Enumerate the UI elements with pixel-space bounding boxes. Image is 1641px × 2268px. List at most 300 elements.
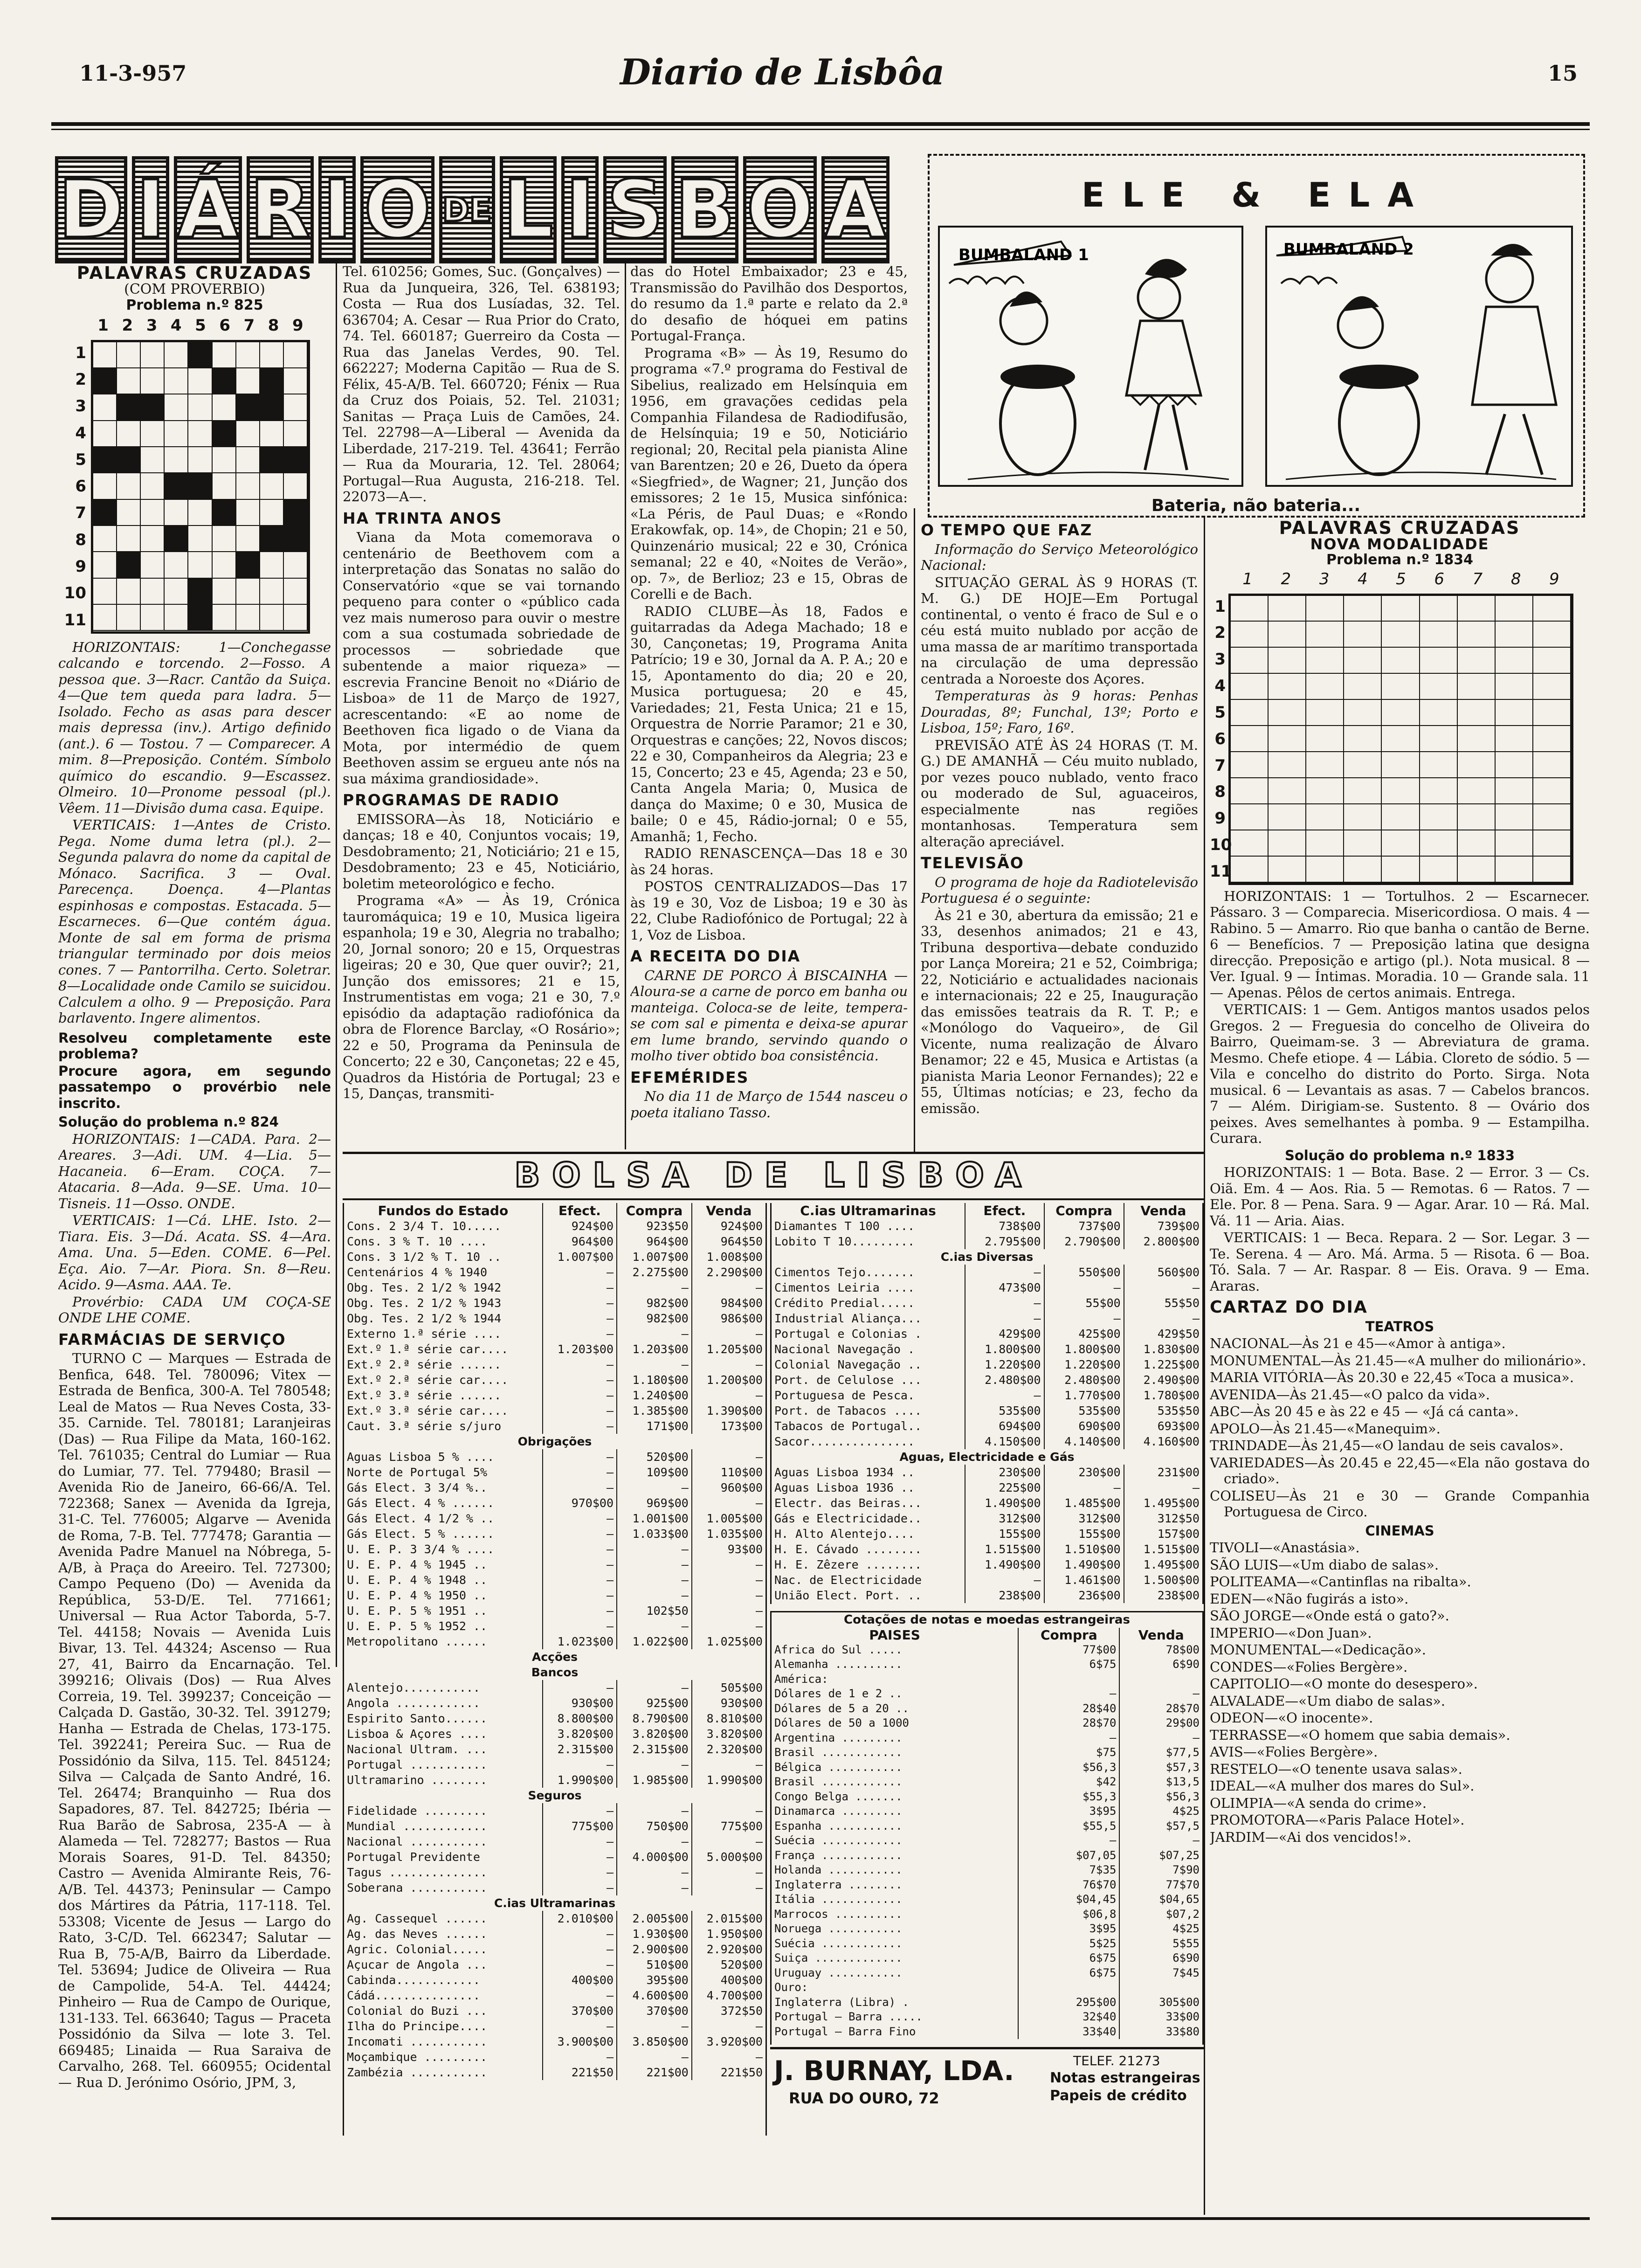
table-cell: —: [543, 1849, 617, 1865]
crossword-cell[interactable]: [1231, 648, 1269, 674]
crossword-cell[interactable]: [1306, 804, 1344, 830]
crossword-cell[interactable]: [1420, 596, 1458, 622]
crossword-cell[interactable]: [1269, 830, 1306, 857]
crossword-cell[interactable]: [1344, 726, 1382, 752]
crossword-cell[interactable]: [1533, 804, 1571, 830]
crossword-cell[interactable]: [1269, 648, 1306, 674]
crossword-cell[interactable]: [213, 421, 236, 447]
crossword-cell[interactable]: [1344, 752, 1382, 778]
crossword-cell[interactable]: [1458, 622, 1496, 648]
table-header: Compra: [1018, 1628, 1119, 1643]
crossword-cell[interactable]: [165, 473, 188, 499]
crossword-cell[interactable]: [213, 605, 236, 631]
table-cell: 923$50: [617, 1218, 692, 1234]
table-cell: Gás Elect. 4 1/2 % ..: [347, 1512, 495, 1525]
crossword-cell[interactable]: [1306, 857, 1344, 883]
crossword-cell[interactable]: [260, 368, 284, 394]
crossword-cell[interactable]: [188, 368, 212, 394]
table-cell: 930$00: [692, 1695, 765, 1711]
crossword-cell[interactable]: [236, 605, 260, 631]
crossword-cell[interactable]: [284, 579, 308, 605]
crossword-cell[interactable]: [1231, 778, 1269, 804]
crossword-cell[interactable]: [1344, 700, 1382, 726]
crossword-cell[interactable]: [188, 394, 212, 421]
crossword-cell[interactable]: [1269, 857, 1306, 883]
notas-table-wrap: [770, 1611, 1204, 2045]
crossword-cell[interactable]: [188, 552, 212, 578]
crossword-cell[interactable]: [213, 394, 236, 421]
crossword-cell[interactable]: [1344, 778, 1382, 804]
table-cell: 33$00: [1119, 2010, 1202, 2025]
crossword-cell[interactable]: [236, 500, 260, 526]
crossword-cell[interactable]: [236, 421, 260, 447]
crossword-cell[interactable]: [93, 447, 117, 473]
crossword-cell[interactable]: [236, 394, 260, 421]
crossword-cell[interactable]: [1496, 857, 1533, 883]
crossword-825-grid[interactable]: [91, 340, 310, 634]
crossword-cell[interactable]: [93, 552, 117, 578]
table-cell: —: [692, 1495, 765, 1511]
crossword-cell[interactable]: [236, 552, 260, 578]
table-cell: 1.008$00: [692, 1249, 765, 1265]
crossword-cell[interactable]: [141, 473, 165, 499]
table-cell: $75: [1018, 1745, 1119, 1760]
crossword-cell[interactable]: [1496, 726, 1533, 752]
crossword-cell[interactable]: [1533, 857, 1571, 883]
crossword-cell[interactable]: [1458, 778, 1496, 804]
table-cell: 964$00: [617, 1234, 692, 1249]
crossword-cell[interactable]: [213, 500, 236, 526]
table-row: [344, 1418, 765, 1434]
crossword-825-subtitle: (COM PROVERBIO): [124, 281, 265, 297]
crossword-cell[interactable]: [236, 579, 260, 605]
column-rule: [336, 263, 337, 1667]
crossword-cell[interactable]: [1420, 622, 1458, 648]
crossword-cell[interactable]: [1231, 596, 1269, 622]
crossword-cell[interactable]: [93, 605, 117, 631]
table-cell: [1119, 1672, 1202, 1687]
crossword-cell[interactable]: [1496, 752, 1533, 778]
crossword-cell[interactable]: [1458, 596, 1496, 622]
crossword-cell[interactable]: [1306, 752, 1344, 778]
crossword-cell[interactable]: [260, 473, 284, 499]
crossword-cell[interactable]: [1382, 674, 1420, 700]
crossword-cell[interactable]: [141, 605, 165, 631]
crossword-cell[interactable]: [1382, 830, 1420, 857]
table-cell: Ag. das Neves ......: [347, 1927, 488, 1941]
crossword-cell[interactable]: [260, 447, 284, 473]
crossword-cell[interactable]: [117, 500, 141, 526]
table-row: [344, 1357, 765, 1372]
table-row: [772, 1218, 1202, 1234]
crossword-cell[interactable]: [93, 473, 117, 499]
crossword-cell[interactable]: [165, 342, 188, 368]
table-cell: U. E. P. 4 % 1950 ..: [347, 1589, 488, 1602]
crossword-cell[interactable]: [1420, 830, 1458, 857]
crossword-cell[interactable]: [1533, 830, 1571, 857]
crossword-cell[interactable]: [213, 552, 236, 578]
table-cell: —: [543, 1865, 617, 1880]
crossword-cell[interactable]: [1344, 804, 1382, 830]
crossword-cell[interactable]: [1269, 804, 1306, 830]
table-cell: $77,5: [1119, 1745, 1202, 1760]
table-cell: Ultramarino ........: [347, 1773, 488, 1787]
crossword-cell[interactable]: [1344, 622, 1382, 648]
crossword-cell[interactable]: [188, 500, 212, 526]
crossword-cell[interactable]: [236, 342, 260, 368]
crossword-cell[interactable]: [1533, 622, 1571, 648]
crossword-cell[interactable]: [1269, 674, 1306, 700]
crossword-cell[interactable]: [1231, 700, 1269, 726]
crossword-cell[interactable]: [141, 342, 165, 368]
crossword-cell[interactable]: [1420, 726, 1458, 752]
crossword-cell[interactable]: [1382, 648, 1420, 674]
crossword-cell[interactable]: [141, 394, 165, 421]
crossword-cell[interactable]: [188, 526, 212, 552]
ha-trinta-anos-title: HA TRINTA ANOS: [343, 509, 503, 527]
crossword-cell[interactable]: [213, 526, 236, 552]
crossword-cell[interactable]: [1269, 778, 1306, 804]
crossword-cell[interactable]: [284, 447, 308, 473]
banner-letter: D: [55, 156, 127, 263]
table-row: [344, 1742, 765, 1757]
crossword-cell[interactable]: [117, 579, 141, 605]
crossword-cell[interactable]: [1306, 596, 1344, 622]
crossword-cell[interactable]: [260, 342, 284, 368]
crossword-cell[interactable]: [284, 394, 308, 421]
table-cell: Alentejo...........: [347, 1681, 480, 1694]
crossword-cell[interactable]: [284, 368, 308, 394]
table-cell: 4.160$00: [1124, 1434, 1202, 1449]
table-header: Efect.: [543, 1203, 617, 1218]
crossword-cell[interactable]: [1306, 700, 1344, 726]
column-number: 7: [243, 316, 255, 335]
row-number: 5: [1214, 703, 1226, 722]
table-row: [344, 1295, 765, 1311]
crossword-cell[interactable]: [165, 552, 188, 578]
crossword-cell[interactable]: [1458, 648, 1496, 674]
crossword-cell[interactable]: [1496, 830, 1533, 857]
crossword-cell[interactable]: [1306, 726, 1344, 752]
crossword-cell[interactable]: [93, 394, 117, 421]
table-cell: —: [543, 1311, 617, 1326]
cartaz-entry: ALVALADE—«Um diabo de salas».: [1210, 1693, 1446, 1709]
column-rule: [914, 508, 915, 1152]
crossword-cell[interactable]: [165, 500, 188, 526]
table-cell: —: [617, 2049, 692, 2065]
table-cell: Agric. Colonial.....: [347, 1943, 488, 1956]
table-cell: 55$00: [1044, 1295, 1124, 1311]
crossword-cell[interactable]: [93, 342, 117, 368]
crossword-cell[interactable]: [1382, 778, 1420, 804]
crossword-cell[interactable]: [188, 473, 212, 499]
table-row: [344, 1249, 765, 1265]
crossword-1834-grid[interactable]: [1228, 594, 1573, 885]
crossword-cell[interactable]: [213, 579, 236, 605]
table-cell: 1.490$00: [1044, 1557, 1124, 1572]
crossword-cell[interactable]: [141, 579, 165, 605]
crossword-cell[interactable]: [93, 421, 117, 447]
table-cell: —: [543, 1372, 617, 1388]
crossword-cell[interactable]: [1533, 596, 1571, 622]
table-row: [344, 1465, 765, 1480]
table-row: [344, 1542, 765, 1557]
table-cell: $57,3: [1119, 1760, 1202, 1775]
crossword-cell[interactable]: [1306, 674, 1344, 700]
crossword-cell[interactable]: [236, 526, 260, 552]
crossword-cell[interactable]: [141, 552, 165, 578]
crossword-cell[interactable]: [284, 605, 308, 631]
cartaz-entry: NACIONAL—Às 21 e 45—«Amor à antiga».: [1210, 1335, 1506, 1351]
crossword-cell[interactable]: [236, 447, 260, 473]
crossword-cell[interactable]: [1344, 830, 1382, 857]
crossword-cell[interactable]: [117, 342, 141, 368]
cartaz-entry: ODEON—«O inocente».: [1210, 1710, 1373, 1726]
crossword-cell[interactable]: [213, 473, 236, 499]
bolsa-rule: [343, 1152, 1205, 1154]
crossword-cell[interactable]: [1533, 752, 1571, 778]
crossword-cell[interactable]: [1382, 622, 1420, 648]
crossword-cell[interactable]: [1420, 700, 1458, 726]
crossword-cell[interactable]: [260, 579, 284, 605]
table-cell: 4.150$00: [965, 1434, 1044, 1449]
table-cell: Ouro:: [774, 1981, 808, 1994]
crossword-cell[interactable]: [1420, 804, 1458, 830]
crossword-cell[interactable]: [1269, 622, 1306, 648]
crossword-cell[interactable]: [236, 473, 260, 499]
crossword-cell[interactable]: [260, 421, 284, 447]
crossword-cell[interactable]: [1306, 778, 1344, 804]
table-cell: 230$00: [1044, 1465, 1124, 1480]
crossword-cell[interactable]: [1306, 622, 1344, 648]
table-cell: —: [617, 1757, 692, 1772]
crossword-cell[interactable]: [165, 447, 188, 473]
crossword-cell[interactable]: [141, 447, 165, 473]
crossword-cell[interactable]: [1533, 674, 1571, 700]
table-cell: 1.005$00: [692, 1511, 765, 1526]
table-cell: 2.315$00: [617, 1742, 692, 1757]
crossword-cell[interactable]: [141, 526, 165, 552]
crossword-cell[interactable]: [93, 500, 117, 526]
table-cell: 2.010$00: [543, 1911, 617, 1926]
table-cell: América:: [774, 1672, 828, 1686]
table-cell: 737$00: [1044, 1218, 1124, 1234]
crossword-cell[interactable]: [1458, 857, 1496, 883]
crossword-cell[interactable]: [165, 605, 188, 631]
table-row: [344, 1972, 765, 1988]
solucao-1833-verticais: VERTICAIS: 1 — Beca. Repara. 2 — Sor. Legar. 3 — Te. Serena. 4 — Aro. Má. Arma. 5 — Risota. 6 — Boa. Tó. Sala. 7 — Ar. Raspar. 8 — Eis. Orava. 9 — Ema. Araras.: [1210, 1230, 1590, 1294]
column-number: 6: [1434, 569, 1445, 588]
crossword-cell[interactable]: [117, 526, 141, 552]
table-cell: 102$50: [617, 1603, 692, 1618]
crossword-cell[interactable]: [1533, 726, 1571, 752]
crossword-825-procure: Procure agora, em segundo passatempo o provérbio nele inscrito.: [58, 1063, 331, 1111]
crossword-cell[interactable]: [1269, 596, 1306, 622]
crossword-cell[interactable]: [1533, 648, 1571, 674]
column-number: 2: [122, 316, 133, 335]
crossword-cell[interactable]: [117, 447, 141, 473]
table-cell: 535$50: [1124, 1403, 1202, 1418]
crossword-cell[interactable]: [213, 368, 236, 394]
crossword-cell[interactable]: [188, 605, 212, 631]
crossword-cell[interactable]: [188, 447, 212, 473]
crossword-cell[interactable]: [260, 500, 284, 526]
crossword-cell[interactable]: [165, 421, 188, 447]
table-cell: 5$25: [1018, 1936, 1119, 1951]
crossword-cell[interactable]: [1344, 648, 1382, 674]
crossword-cell[interactable]: [117, 552, 141, 578]
table-cell: Colonial do Buzi ...: [347, 2004, 488, 2018]
crossword-cell[interactable]: [213, 447, 236, 473]
crossword-cell[interactable]: [1382, 700, 1420, 726]
crossword-cell[interactable]: [1420, 674, 1458, 700]
table-row: [344, 1819, 765, 1834]
crossword-cell[interactable]: [1344, 674, 1382, 700]
crossword-cell[interactable]: [1231, 674, 1269, 700]
table-cell: 157$00: [1124, 1526, 1202, 1542]
crossword-cell[interactable]: [1269, 700, 1306, 726]
crossword-cell[interactable]: [117, 473, 141, 499]
burnay-address: RUA DO OURO, 72: [789, 2089, 939, 2107]
table-section-title: Aguas, Electricidade e Gás: [899, 1450, 1075, 1464]
crossword-cell[interactable]: [1496, 700, 1533, 726]
column-number: 5: [195, 316, 206, 335]
table-cell: $13,5: [1119, 1775, 1202, 1790]
crossword-cell[interactable]: [1533, 778, 1571, 804]
crossword-cell[interactable]: [284, 421, 308, 447]
crossword-cell[interactable]: [1344, 596, 1382, 622]
crossword-cell[interactable]: [1496, 596, 1533, 622]
crossword-cell[interactable]: [165, 526, 188, 552]
crossword-cell[interactable]: [93, 526, 117, 552]
crossword-cell[interactable]: [1231, 857, 1269, 883]
table-cell: —: [692, 1803, 765, 1819]
solucao-824-title: Solução do problema n.º 824: [58, 1114, 279, 1130]
crossword-cell[interactable]: [284, 526, 308, 552]
crossword-cell[interactable]: [1496, 674, 1533, 700]
crossword-cell[interactable]: [1420, 778, 1458, 804]
crossword-cell[interactable]: [1382, 804, 1420, 830]
table-row: [344, 1942, 765, 1957]
crossword-cell[interactable]: [93, 368, 117, 394]
crossword-cell[interactable]: [1306, 648, 1344, 674]
crossword-cell[interactable]: [1496, 648, 1533, 674]
crossword-cell[interactable]: [1231, 830, 1269, 857]
crossword-cell[interactable]: [213, 342, 236, 368]
row-number: 2: [75, 370, 86, 389]
table-row: [344, 1603, 765, 1618]
table-cell: 982$00: [617, 1295, 692, 1311]
table-row: [772, 1951, 1202, 1966]
crossword-cell[interactable]: [1344, 857, 1382, 883]
crossword-cell[interactable]: [188, 342, 212, 368]
crossword-cell[interactable]: [260, 605, 284, 631]
table-cell: 6$75: [1018, 1657, 1119, 1672]
crossword-cell[interactable]: [141, 421, 165, 447]
table-cell: 6$90: [1119, 1657, 1202, 1672]
crossword-cell[interactable]: [1382, 857, 1420, 883]
crossword-cell[interactable]: [260, 526, 284, 552]
crossword-cell[interactable]: [284, 342, 308, 368]
table-cell: 1.035$00: [692, 1526, 765, 1542]
crossword-cell[interactable]: [1231, 622, 1269, 648]
crossword-cell[interactable]: [141, 368, 165, 394]
crossword-cell[interactable]: [141, 500, 165, 526]
crossword-cell[interactable]: [1458, 804, 1496, 830]
table-cell: Portugal e Colonias .: [774, 1327, 922, 1341]
crossword-cell[interactable]: [1458, 830, 1496, 857]
crossword-cell[interactable]: [1533, 700, 1571, 726]
crossword-cell[interactable]: [236, 368, 260, 394]
table-cell: Dinamarca .........: [774, 1805, 903, 1818]
solucao-824-horizontais: HORIZONTAIS: 1—CADA. Para. 2—Areares. 3—Adi. UM. 4—Lia. 5—Hacaneia. 6—Eram. COÇA. 7—Atacaria. 8—Ada. 9—SE. Uma. 10—Tisneis. 11—Osso. ONDE.: [58, 1131, 331, 1211]
crossword-cell[interactable]: [1306, 830, 1344, 857]
banner-letter: O: [743, 156, 817, 263]
table-row: [344, 2019, 765, 2034]
table-cell: 221$50: [543, 2065, 617, 2080]
crossword-cell[interactable]: [1231, 752, 1269, 778]
table-cell: 930$00: [543, 1695, 617, 1711]
tempo-title: O TEMPO QUE FAZ: [921, 522, 1093, 539]
crossword-cell[interactable]: [1496, 622, 1533, 648]
crossword-cell[interactable]: [188, 579, 212, 605]
row-number: 1: [75, 343, 86, 362]
crossword-cell[interactable]: [1496, 778, 1533, 804]
crossword-cell[interactable]: [1231, 726, 1269, 752]
crossword-cell[interactable]: [117, 368, 141, 394]
table-cell: 560$00: [1124, 1265, 1202, 1280]
crossword-cell[interactable]: [1269, 726, 1306, 752]
programa-a-text: Programa «A» — Às 19, Crónica tauromáquica; 19 e 10, Musica ligeira espanhola; 19 e 30, Alegria no trabalho; 20, Jornal sonoro; 20 e 15, Orquestras ligeiras; 20 e 30, Que quer ouvir?; 21, Junção dos emissores; 21 e 15, Instrumentistas em voga; 21 e 30, 7.º episódio da adaptação radiofónica da obra de Florence Barclay, «O Rosário»; 22 e 50, Programa da Peninsula de Concerto; 22 e 30, Cançonetas; 22 e 45, Quadros da História de Portugal; 23 e 15, Danças, transmiti-: [343, 892, 620, 1101]
crossword-cell[interactable]: [117, 605, 141, 631]
crossword-cell[interactable]: [1458, 726, 1496, 752]
crossword-cell[interactable]: [260, 394, 284, 421]
crossword-cell[interactable]: [1269, 752, 1306, 778]
crossword-cell[interactable]: [1382, 752, 1420, 778]
crossword-cell[interactable]: [1231, 804, 1269, 830]
table-cell: Zambézia ...........: [347, 2066, 488, 2079]
crossword-cell[interactable]: [284, 500, 308, 526]
table-cell: —: [692, 1449, 765, 1465]
crossword-cell[interactable]: [188, 421, 212, 447]
crossword-cell[interactable]: [1496, 804, 1533, 830]
crossword-cell[interactable]: [260, 552, 284, 578]
row-number: 5: [75, 450, 86, 469]
crossword-cell[interactable]: [1458, 752, 1496, 778]
table-cell: 3$95: [1018, 1804, 1119, 1819]
crossword-cell[interactable]: [284, 473, 308, 499]
crossword-cell[interactable]: [1458, 700, 1496, 726]
table-cell: 8.800$00: [543, 1711, 617, 1726]
column-number: 2: [1281, 569, 1291, 588]
crossword-cell[interactable]: [1382, 726, 1420, 752]
table-cell: —: [543, 1588, 617, 1603]
crossword-cell[interactable]: [165, 394, 188, 421]
crossword-cell[interactable]: [1458, 674, 1496, 700]
crossword-cell[interactable]: [1420, 648, 1458, 674]
crossword-cell[interactable]: [165, 579, 188, 605]
crossword-cell[interactable]: [284, 552, 308, 578]
programa-a-continued: das do Hotel Embaixador; 23 e 45, Transmissão do Pavilhão dos Desportos, do resumo da 1.ª parte e relato da 2.ª do desafio de hóquei em patins Portugal-França.: [630, 263, 908, 344]
crossword-cell[interactable]: [93, 579, 117, 605]
table-cell: H. E. Cávado ........: [774, 1542, 922, 1556]
crossword-cell[interactable]: [117, 421, 141, 447]
crossword-cell[interactable]: [165, 368, 188, 394]
crossword-cell[interactable]: [1420, 752, 1458, 778]
crossword-cell[interactable]: [117, 394, 141, 421]
crossword-cell[interactable]: [1420, 857, 1458, 883]
crossword-cell[interactable]: [1382, 596, 1420, 622]
